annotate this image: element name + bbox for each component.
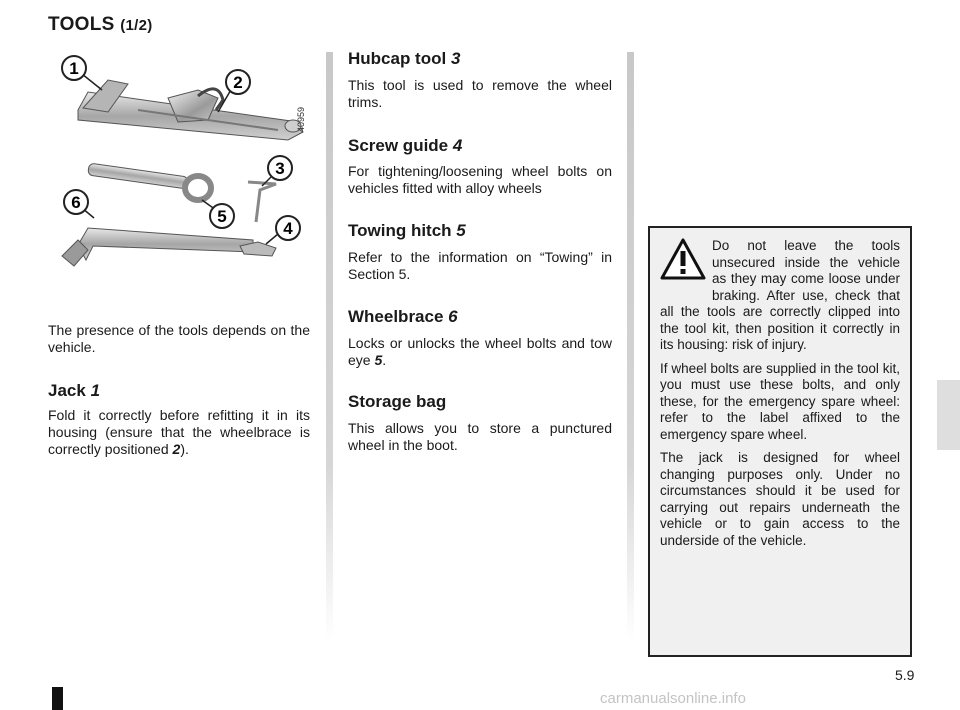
jack-body-text: Fold it correctly before refitting it in its housing (ensure that the wheelbrace is correctly positioned xyxy=(48,407,310,457)
callout-1 xyxy=(62,56,86,80)
presence-note: The presence of the tools depends on the vehicle. xyxy=(48,322,310,355)
jack-body xyxy=(48,407,310,458)
warning-paragraph-3: The jack is designed for wheel changing purposes only. Under no circumstances should it be used for carrying out repairs underneath the vehicle or to gain access to the underside of the vehicle. xyxy=(660,450,900,548)
callout-5-label: 5 xyxy=(217,207,227,226)
callout-5 xyxy=(210,204,234,228)
jack-heading-text: Jack xyxy=(48,381,86,400)
section-side-tab xyxy=(937,380,960,450)
hubcap-heading-text: Hubcap tool xyxy=(348,49,447,68)
hubcap-tool-drawing xyxy=(248,182,276,222)
towing-hitch-heading-text: Towing hitch xyxy=(348,221,452,240)
column-divider-left xyxy=(326,52,333,640)
towing-hitch-heading-number: 5 xyxy=(456,221,466,240)
towing-hitch-drawing xyxy=(88,163,211,200)
figure-reference: 40959 xyxy=(296,106,306,132)
towing-hitch-heading xyxy=(348,221,466,241)
wheelbrace-heading-text: Wheelbrace xyxy=(348,307,444,326)
wheelbrace-heading-number: 6 xyxy=(448,307,458,326)
jack-drawing xyxy=(78,80,303,140)
callout-3-label: 3 xyxy=(275,159,285,178)
page-title-suffix: (1/2) xyxy=(120,17,153,34)
screw-guide-heading-text: Screw guide xyxy=(348,136,449,155)
wheelbrace-body-ref: 5 xyxy=(374,352,383,368)
wheelbrace-heading xyxy=(348,307,458,327)
storage-bag-body: This allows you to store a punctured wheel in the boot. xyxy=(348,420,612,453)
hubcap-heading-number: 3 xyxy=(450,49,461,68)
callout-4-label: 4 xyxy=(283,219,293,238)
wheelbrace-drawing xyxy=(62,228,253,266)
tools-illustration xyxy=(48,50,318,282)
jack-body-end: ). xyxy=(180,441,189,457)
jack-heading-number: 1 xyxy=(90,381,101,400)
warning-triangle-icon xyxy=(660,238,706,280)
callout-6-label: 6 xyxy=(71,193,81,212)
callout-6 xyxy=(64,190,88,214)
warning-paragraph-1-text: Do not leave the tools unsecured inside the vehicle as they may come loose under braking. After use, check that all the tools are correctly clipped into the tool kit, then position it correctly in its housing: risk of injury. xyxy=(660,238,900,352)
screw-guide-heading xyxy=(348,136,462,156)
column-divider-right xyxy=(627,52,634,640)
wheelbrace-body-end: . xyxy=(382,352,387,368)
tools-illustration-svg xyxy=(48,50,318,282)
hubcap-body: This tool is used to remove the wheel trims. xyxy=(348,77,612,110)
warning-box xyxy=(648,226,912,657)
screw-guide-heading-number: 4 xyxy=(452,136,463,155)
wheelbrace-body xyxy=(348,335,612,369)
screw-guide-body: For tightening/loosening wheel bolts on vehicles fitted with alloy wheels xyxy=(348,163,612,196)
wheelbrace-body-text: Locks or unlocks the wheel bolts and tow eye xyxy=(348,335,612,368)
storage-bag-heading: Storage bag xyxy=(348,392,447,411)
callout-2 xyxy=(226,70,250,94)
callout-1-label: 1 xyxy=(69,59,79,78)
hubcap-heading xyxy=(348,49,460,69)
corner-mark xyxy=(52,687,63,710)
watermark: carmanualsonline.info xyxy=(600,690,746,707)
page-title-text: TOOLS xyxy=(48,14,115,35)
jack-body-ref: 2 xyxy=(172,441,181,457)
callout-4 xyxy=(276,216,300,240)
page-number: 5.9 xyxy=(895,667,915,683)
warning-paragraph-2: If wheel bolts are supplied in the tool kit, you must use these bolts, and only these, for the emergency spare wheel: refer to the label affixed to the emergency spare wheel. xyxy=(660,360,900,442)
figure-reference-wrap xyxy=(296,96,306,136)
callout-2-label: 2 xyxy=(233,73,243,92)
towing-hitch-body: Refer to the information on “Towing” in Section 5. xyxy=(348,249,612,282)
callout-3 xyxy=(268,156,292,180)
page-title xyxy=(48,14,153,36)
jack-heading xyxy=(48,381,100,401)
